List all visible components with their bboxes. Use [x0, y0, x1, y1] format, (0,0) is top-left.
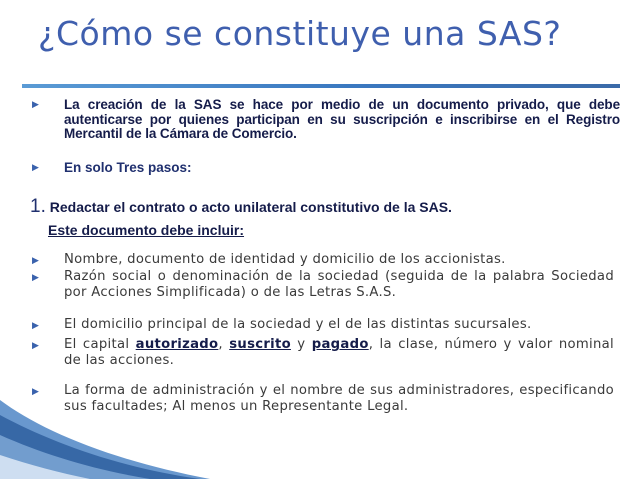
list-item: Nombre, documento de identidad y domicilio de los accionistas.	[64, 252, 506, 267]
bullet-icon: ▶	[32, 163, 39, 173]
list-item: El domicilio principal de la sociedad y el de las distintas sucursales.	[64, 317, 532, 332]
step-text: Redactar el contrato o acto unilateral constitutivo de la SAS.	[45, 199, 452, 215]
list-item-capital	[64, 337, 614, 369]
page-title: ¿Cómo se constituye una SAS?	[38, 14, 562, 53]
bullet-icon: ▶	[32, 321, 39, 331]
intro-paragraph: La creación de la SAS se hace por medio de un documento privado, que debe autenticarse por quienes participan en su suscripción e inscribirse en el Registro Mercantil de la Cámara de Comercio.	[64, 97, 620, 141]
capital-autorizado: autorizado	[135, 337, 219, 352]
decorative-swoosh	[0, 360, 210, 479]
capital-prefix: El capital	[64, 337, 136, 352]
bullet-icon: ▶	[32, 341, 39, 351]
step-subtitle: Este documento debe incluir:	[48, 222, 245, 238]
title-underline	[22, 84, 620, 88]
step-one	[30, 196, 452, 218]
list-item: Razón social o denominación de la sociedad (seguida de la palabra Sociedad por Acciones Simplificada) o de las Letras S.A.S.	[64, 269, 614, 300]
bullet-icon: ▶	[32, 100, 39, 110]
capital-pagado: pagado	[311, 337, 369, 352]
bullet-icon: ▶	[32, 387, 39, 397]
bullet-icon: ▶	[32, 256, 39, 266]
capital-suffix: , la clase, número y valor nominal de las acciones.	[64, 337, 614, 368]
capital-sep1: ,	[218, 337, 230, 352]
list-item: La forma de administración y el nombre de sus administradores, especificando sus facultades; Al menos un Representante Legal.	[64, 383, 614, 414]
step-separator: .	[40, 196, 46, 217]
capital-suscrito: suscrito	[229, 337, 291, 352]
step-number: 1	[30, 196, 41, 217]
capital-sep2: y	[290, 337, 312, 352]
steps-heading: En solo Tres pasos:	[64, 160, 192, 175]
bullet-icon: ▶	[32, 273, 39, 283]
